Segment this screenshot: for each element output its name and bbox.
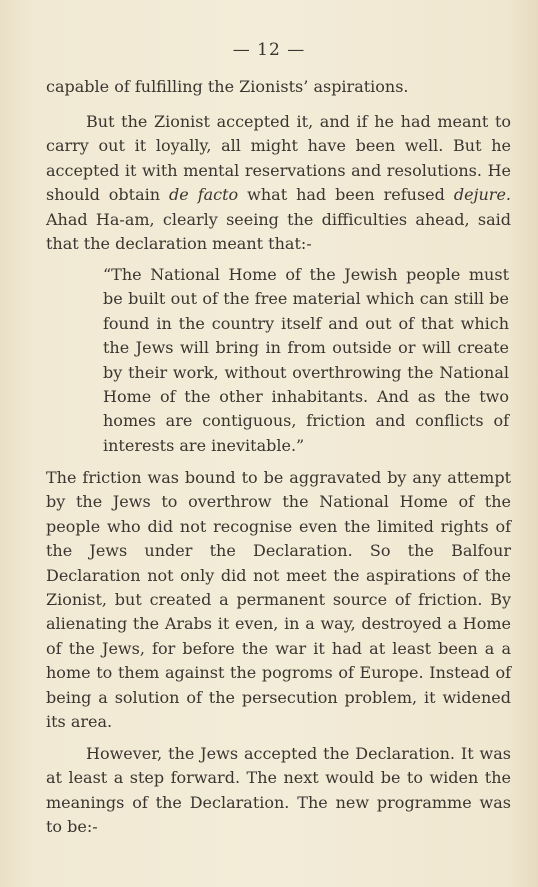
quote-text: “The National Home of the Jewish people must be built out of the free material which can still be found in the country itself and out of that which the Jews will bring in from outside or will create by their work, without overthrowing the National Home of the other inhabitants. And as the two homes are contiguous, friction and conflicts of interests are inevitable.” <box>103 265 509 455</box>
continuation-paragraph <box>46 75 511 99</box>
p1-after: Ahad Ha-am, clearly seeing the difficulties ahead, said that the declaration meant that:- <box>46 209 511 254</box>
p1-before-defacto: But the Zionist accepted it, and if he had meant to carry out it loyally, all might have been well. But he accepted it with mental reservations and resolutions. He should obtain <box>46 112 511 205</box>
paragraph-3 <box>46 742 511 840</box>
paragraph-2-text: The friction was bound to be aggravated by any attempt by the Jews to overthrow the National Home of the people who did not recognise even the limited rights of the Jews under the Declaration. So the Balfour Declaration not only did not meet the aspirations of the Zionist, but created a permanent source of friction. By alienating the Arabs it even, in a way, destroyed a Home of the Jews, for before the war it had at least been a a home to them against the pogroms of Europe. Instead of being a solution of the persecution problem, it widened its area. <box>46 468 511 732</box>
p1-middle: what had been refused <box>238 185 454 205</box>
continuation-text: capable of fulfilling the Zionists’ aspirations. <box>46 77 409 96</box>
de-jure-term: dejure. <box>453 185 512 205</box>
paragraph-2 <box>46 466 511 734</box>
paragraph-1 <box>46 110 511 256</box>
page-number: — 12 — <box>232 40 306 60</box>
paragraph-1-text <box>46 110 511 256</box>
block-quote <box>103 263 509 458</box>
de-facto-term: de facto <box>169 185 239 205</box>
paragraph-3-text: However, the Jews accepted the Declaration. It was at least a step forward. The next would be to widen the meanings of the Declaration. The new programme was to be:- <box>46 744 511 837</box>
